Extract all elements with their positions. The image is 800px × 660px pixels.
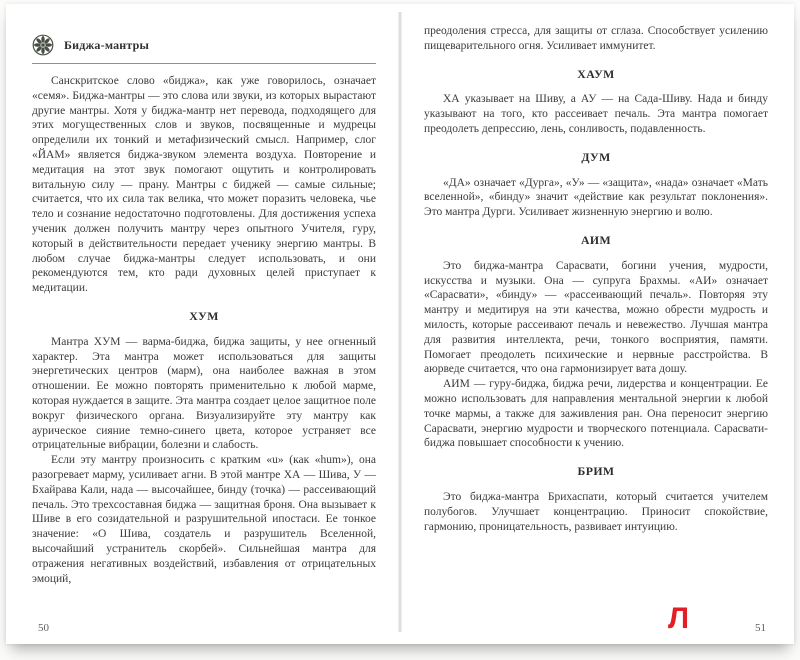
section-heading-haum: ХАУМ bbox=[577, 66, 615, 81]
paragraph: Это биджа-мантра Брихаспати, который считается учителем полубогов. Улучшает концентрацию. Приносит спокойствие, гармонию, проницательность, развивает интуицию. bbox=[424, 490, 768, 533]
labirint-logo: Л bbox=[668, 602, 690, 635]
paragraph: ХА указывает на Шиву, а АУ — на Сада-Шиву. Нада и бинду указывают на того, кто рассеивает печаль. Эта мантра помогает преодолеть депрессию, лень, сонливость, подавленность. bbox=[424, 93, 768, 135]
section-heading-hum: ХУМ bbox=[189, 308, 219, 323]
paragraph: Это биджа-мантра Сарасвати, богини учения, мудрости, искусства и музыки. Она — супруга Брахмы. «АИ» означает «Сарасвати», «бинду» — «рассеивающий печаль». Повторяя эту мантру и медитируя на эти качества, можно обрести мудрость и милость, которые рассеивают печаль и невежество. Лучшая мантра для развития интеллекта, речи, тонкого восприятия, памяти. Помогает преодолеть психические и нервные расстройства. В аюрведе считается, что она гармонизирует вата дошу. bbox=[424, 259, 768, 376]
page-number: 51 bbox=[755, 622, 766, 634]
paragraph: «ДА» означает «Дурга», «У» — «защита», «нада» означает «Мать вселенной», «бинду» значит «действие как результат поклонения». Это мантра Дурги. Усиливает жизненную энергию и волю. bbox=[424, 176, 768, 219]
paragraph: Мантра ХУМ — варма-биджа, биджа защиты, у нее огненный характер. Эта мантра может использоваться для защиты энергетических центров (марм), она наиболее важная в этом отношении. Ее можно повторять применительно к любой марме, которая нуждается в защите. Эта мантра создает целое защитное поле вокруг физического органа. Визуализируйте эту мантру как аурическое сияние темно-синего цвета, которое устраняет все отрицательные вибрации, болезни и слабость. bbox=[32, 335, 376, 452]
paragraph: Санскритское слово «биджа», как уже говорилось, означает «семя». Биджа-мантры — это слова или звуки, из которых вырастают другие мантры. Хотя у биджа-мантр нет перевода, подходящего для этих могущественных слов и звуков, посвященные и мудрецы определили их тонкий и метафизический смысл. Например, слог «ЙАМ» является биджа-звуком элемента воздуха. Повторение и медитация на этот звук помогают ощутить и контролировать витальную силу — прану. Мантры с биджей — самые сильные; считается, что их сила так велика, что может поразить человека, чье тело и сознание недостаточно подготовлены. Для достижения успеха ученик должен получить мантру через опытного Учителя, гуру, который в действительности передает ученику энергию мантры. В любом случае биджа-мантры следует использовать, и они рекомендуются тем, кто ради духовных целей приступает к медитации. bbox=[32, 75, 376, 295]
paragraph: преодоления стресса, для защиты от сглаза. Способствует усилению пищеварительного огня. Усиливает иммунитет. bbox=[424, 25, 768, 52]
book-spread bbox=[6, 4, 794, 644]
section-heading-dum: ДУМ bbox=[581, 149, 611, 164]
section-heading-aim: АИМ bbox=[580, 232, 612, 247]
right-page bbox=[424, 4, 768, 660]
paragraph: Если эту мантру произносить с кратким «u» (как «hum»), она разогревает марму, усиливает агни. В этой мантре ХА — Шива, У — Бхайрава Кали, нада — высочайшее, бинду (точка) — рассеивающий печаль. Это трехсоставная биджа — защитная броня. Она вызывает к Шиве в его созидательной и разрушительной ипостаси. Ее тонкое значение: «О Шива, создатель и разрушитель Вселенной, высочайший устранитель скорбей». Сильнейшая мантра для отражения негативных воздействий, избавления от отрицательных эмоций, bbox=[32, 454, 376, 585]
mandala-flower-icon bbox=[32, 34, 54, 56]
book-spine bbox=[398, 12, 403, 632]
section-heading-brim: БРИМ bbox=[577, 464, 615, 479]
header-rule bbox=[32, 63, 376, 64]
chapter-header bbox=[32, 34, 376, 63]
chapter-title: Биджа-мантры bbox=[64, 37, 150, 52]
left-page bbox=[32, 4, 376, 660]
page-number: 50 bbox=[38, 622, 49, 634]
paragraph: АИМ — гуру-биджа, биджа речи, лидерства и концентрации. Ее можно использовать для направления ментальной энергии к любой точке мармы, а также для заживления ран. Она переносит энергию Сарасвати, энергию мудрости и творческого потенциала. Сарасвати-биджа повышает способности к учению. bbox=[424, 378, 768, 450]
